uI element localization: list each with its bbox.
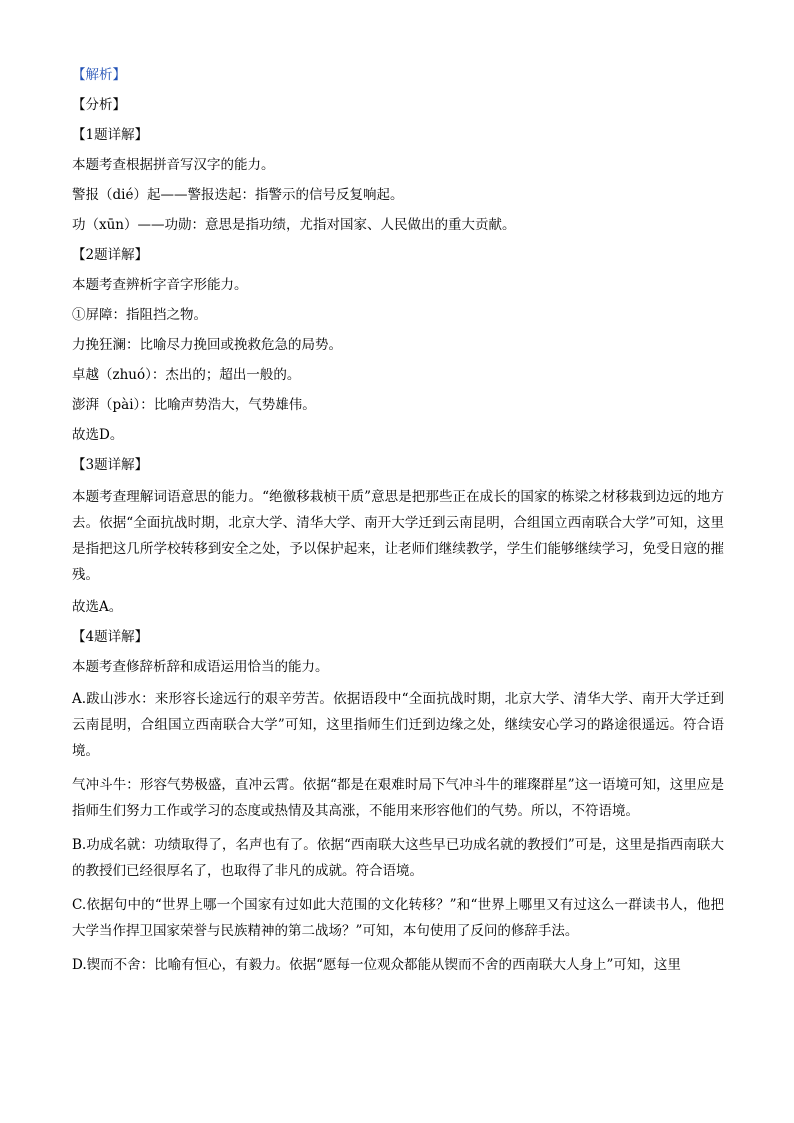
q4-intro: 本题考查修辞析辞和成语运用恰当的能力。 — [72, 659, 329, 675]
q2-heading: 【2题详解】 — [72, 247, 149, 263]
q3-paragraph: 本题考查理解词语意思的能力。“绝徼移栽桢干质”意思是把那些正在成长的国家的栋梁之材移栽到边远的地方去。依据“全面抗战时期，北京大学、清华大学、南开大学迁到云南昆明，合组国立西南联合大学”可知，这里是指把这几所学校转移到安全之处，予以保护起来，让老师们继续教学，学生们能够继续学习，免受日寇的摧残。 — [72, 489, 724, 583]
q4-paragraph-b: B.功成名就：功绩取得了，名声也有了。依据“西南联大这些早已功成名就的教授们”可是，这里是指西南联大的教授们已经很厚名了，也取得了非凡的成就。符合语境。 — [72, 837, 724, 879]
q4-heading: 【4题详解】 — [72, 629, 149, 645]
q1-line-2: 警报（dié）起——警报迭起：指警示的信号反复响起。 — [72, 187, 404, 203]
q4-paragraph-d: D.锲而不舍：比喻有恒心，有毅力。依据“愿每一位观众都能从锲而不舍的西南联大人身上”可知，这里 — [72, 957, 681, 973]
q4-paragraph-c: C.依据句中的“世界上哪一个国家有过如此大范围的文化转移？”和“世界上哪里又有过这么一群读书人，他把大学当作捍卫国家荣誉与民族精神的第二战场？”可知，本句使用了反问的修辞手法。 — [72, 897, 724, 939]
q2-line-5: 澎湃（pài）：比喻声势浩大，气势雄伟。 — [72, 397, 316, 413]
q1-heading: 【1题详解】 — [72, 127, 149, 143]
q3-heading: 【3题详解】 — [72, 457, 149, 473]
q1-line-1: 本题考查根据拼音写汉字的能力。 — [72, 157, 275, 173]
heading-fenxi: 【分析】 — [72, 97, 126, 113]
q1-line-3: 功（xūn）——功勋：意思是指功绩，尤指对国家、人民做出的重大贡献。 — [72, 217, 516, 233]
q2-line-4: 卓越（zhuó）：杰出的；超出一般的。 — [72, 367, 301, 383]
q4-paragraph-qichongdouniu: 气冲斗牛：形容气势极盛，直冲云霄。依据“都是在艰难时局下气冲斗牛的璀璨群星”这一语境可知，这里应是指师生们努力工作或学习的态度或热情及其高涨，不能用来形容他们的气势。所以，不符语境。 — [72, 777, 724, 819]
document-content — [72, 64, 724, 986]
q3-answer: 故选A。 — [72, 599, 123, 615]
heading-jiexi: 【解析】 — [72, 67, 126, 83]
q4-paragraph-a: A.跋山涉水：来形容长途远行的艰辛劳苦。依据语段中“全面抗战时期，北京大学、清华大学、南开大学迁到云南昆明，合组国立西南联合大学”可知，这里指师生们迁到边缘之处，继续安心学习的路途很遥远。符合语境。 — [72, 691, 724, 759]
q2-line-3: 力挽狂澜：比喻尽力挽回或挽救危急的局势。 — [72, 337, 342, 353]
q2-answer: 故选D。 — [72, 427, 124, 443]
q2-line-1: 本题考查辨析字音字形能力。 — [72, 277, 248, 293]
q2-line-2: ①屏障：指阻挡之物。 — [72, 307, 207, 323]
